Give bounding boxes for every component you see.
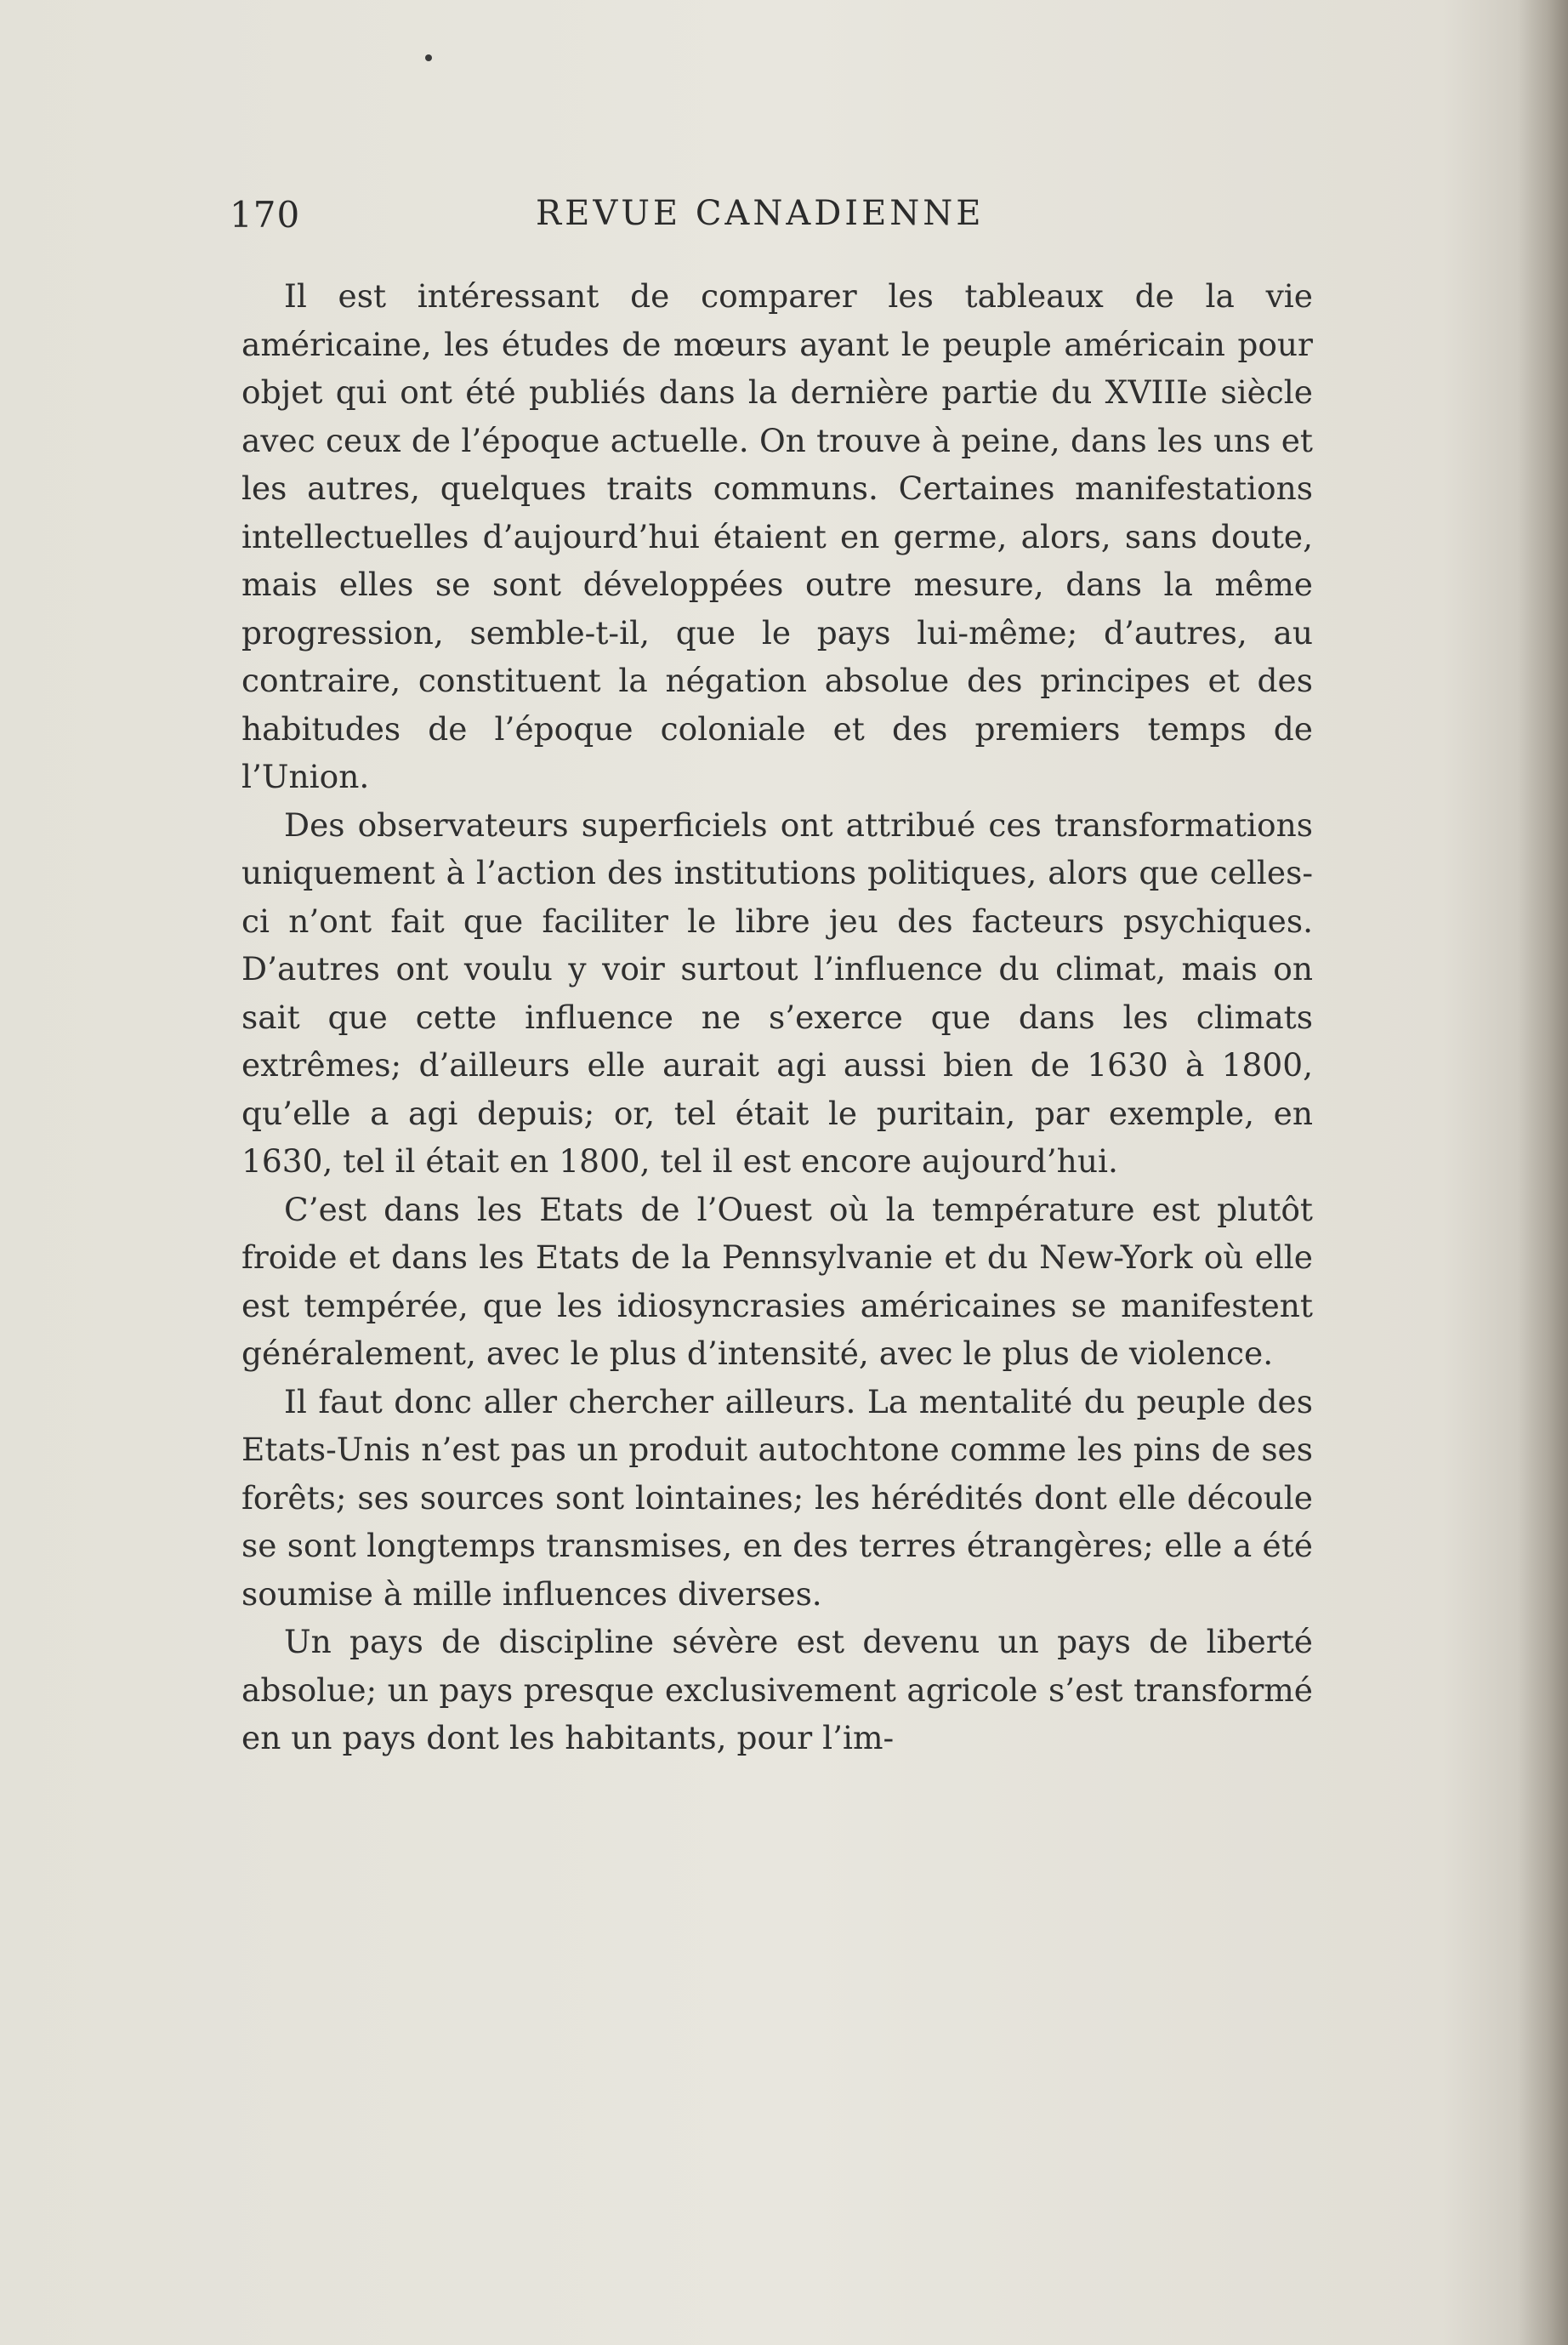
page-edge-shadow (1517, 0, 1568, 2345)
paragraph-4: Il faut donc aller chercher ailleurs. La mentalité du peuple des Etats-Unis n’est pas un produit autochtone comme les pins de ses forêts; ses sources sont lointaines; les hérédités dont elle découle se sont longtemps transmises, en des terres étrangères; elle a été soumise à mille influences diverses. (241, 1382, 1313, 1613)
paragraph-2: Des observateurs superficiels ont attribué ces transformations uniquement à l’action des institutions politiques, alors que celles-ci n’ont fait que faciliter le libre jeu des facteurs psychiques. D’autres ont voulu y voir surtout l’influence du climat, mais on sait que cette influence ne s’exerce que dans les climats extrêmes; d’ailleurs elle aurait agi aussi bien de 1630 à 1800, qu’elle a agi depuis; or, tel était le puritain, par exemple, en 1630, tel il était en 1800, tel il est encore aujourd’hui. (241, 805, 1313, 1180)
paragraph-5: Un pays de discipline sévère est devenu un pays de liberté absolue; un pays presque exclusivement agricole s’est transformé en un pays dont les habitants, pour l’im- (241, 1623, 1313, 1756)
page-header (230, 194, 1335, 245)
paragraph-3: C’est dans les Etats de l’Ouest où la température est plutôt froide et dans les Etats de la Pennsylvanie et du New-York où elle est tempérée, que les idiosyncrasies américaines se manifestent généralement, avec le plus d’intensité, avec le plus de violence. (241, 1190, 1313, 1372)
page-number: 170 (230, 194, 301, 236)
running-title: REVUE CANADIENNE (536, 194, 985, 233)
paragraph-1: Il est intéressant de comparer les tableaux de la vie américaine, les études de mœurs ayant le peuple américain pour objet qui ont été publiés dans la dernière partie du XVIIIe siècle avec ceux de l’époque actuelle. On trouve à peine, dans les uns et les autres, quelques traits communs. Certaines manifestations intellectuelles d’aujourd’hui étaient en germe, alors, sans doute, mais elles se sont développées outre mesure, dans la même progression, semble-t-il, que le pays lui-même; d’autres, au contraire, constituent la négation absolue des principes et des habitudes de l’époque coloniale et des premiers temps de l’Union. (241, 277, 1313, 795)
ink-speck (425, 54, 432, 61)
body-text (241, 272, 1313, 1762)
